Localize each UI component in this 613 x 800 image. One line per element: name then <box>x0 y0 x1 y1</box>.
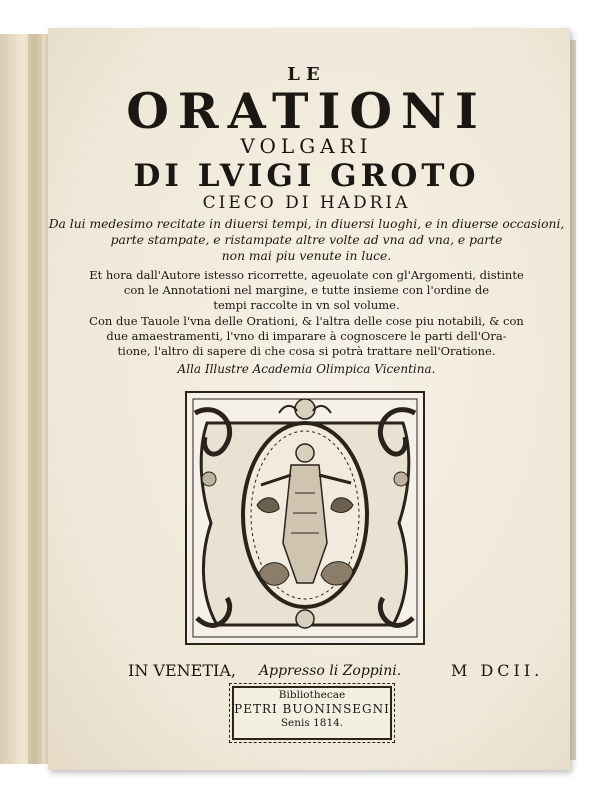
engraving-illustration <box>187 393 423 643</box>
description-line: Et hora dall'Autore istesso ricorrette, ageuolate con gl'Argomenti, distinte <box>89 268 524 282</box>
subtitle-line: Da lui medesimo recitate in diuersi tempi, in diuersi luoghi, e in diuerse occasioni, <box>48 217 565 231</box>
title-volgari: VOLGARI <box>240 134 373 158</box>
subtitle-line: non mai piu venute in luce. <box>221 249 392 263</box>
stamp-line-3: Senis 1814. <box>280 717 344 729</box>
stamp-owner-name: PETRI BUONINSEGNI <box>234 702 390 716</box>
author-epithet: CIECO DI HADRIA <box>202 193 411 213</box>
description-line: tempi raccolte in vn sol volume. <box>213 298 400 312</box>
ownership-stamp <box>232 686 392 740</box>
subtitle-line: parte stampate, e ristampate altre volte ad vna ad vna, e parte <box>110 233 503 247</box>
title-le: LE <box>287 64 326 85</box>
description-line: Con due Tauole l'vna delle Orationi, & l'altra delle cose piu notabili, & con <box>89 314 524 328</box>
title-orationi: ORATIONI <box>126 82 487 140</box>
imprint-publisher: Appresso li Zoppini. <box>259 663 402 679</box>
description-line: con le Annotationi nel margine, e tutte insieme con l'ordine de <box>123 283 490 297</box>
description-block-1 <box>0 268 613 313</box>
description-block-2 <box>0 314 613 359</box>
subtitle-italic <box>0 216 613 264</box>
printers-device-engraving <box>185 391 425 645</box>
description-line: tione, l'altro di sapere di che cosa si potrà trattare nell'Oratione. <box>117 344 496 358</box>
description-line: due amaestramenti, l'vno di imparare à cognoscere le parti dell'Ora- <box>106 329 507 343</box>
author-name: DI LVIGI GROTO <box>133 158 480 194</box>
imprint-year: M DCII. <box>451 661 544 680</box>
stamp-line-1: Bibliothecae <box>278 689 346 701</box>
dedication: Alla Illustre Academia Olimpica Vicentina. <box>177 362 436 376</box>
imprint-city: IN VENETIA, <box>128 661 236 680</box>
